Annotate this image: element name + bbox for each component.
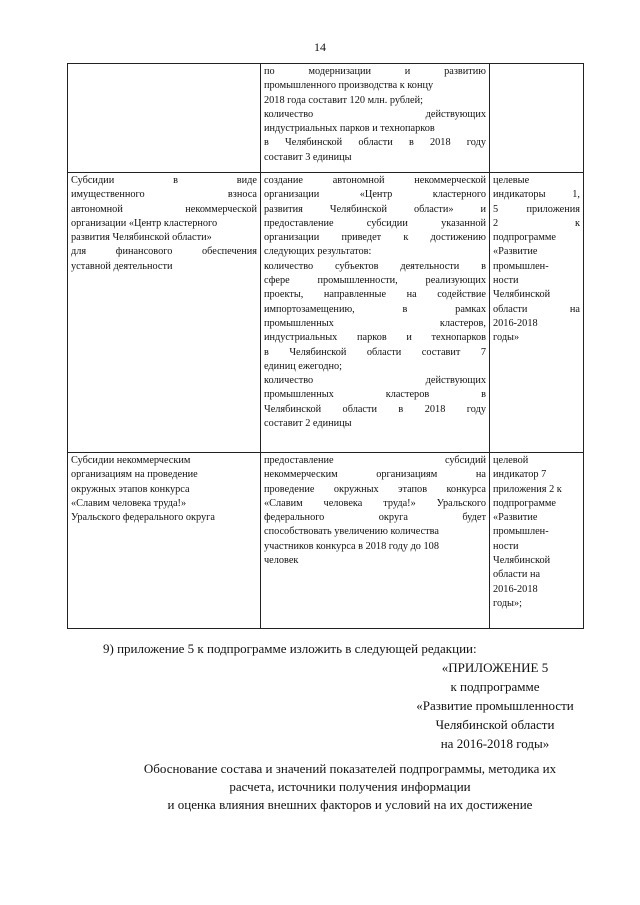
table-row [68, 64, 584, 173]
cell-line: промышленных кластеров, [264, 317, 486, 329]
appendix-line: «Развитие промышленности [416, 698, 574, 713]
cell-line: целевые [493, 175, 530, 186]
measure-cell [68, 453, 261, 629]
cell-line: промышленного производства к концу [264, 80, 434, 92]
cell-line: индустриальных парков и технопарков [264, 123, 435, 135]
cell-line: количество действующих [264, 375, 486, 387]
appendix-line: Челябинской области [435, 717, 555, 732]
indicator-cell [490, 173, 584, 453]
cell-line: единиц ежегодно; [264, 360, 342, 372]
cell-line: по модернизации и развитию [264, 66, 486, 77]
table-cell [68, 64, 261, 173]
cell-line: развития Челябинской области» и [264, 203, 486, 215]
cell-line: индикаторы 1, [493, 189, 580, 201]
cell-line: подпрограмме [493, 232, 556, 244]
cell-line: «Славим человека труда!» [71, 497, 187, 509]
cell-line: Челябинской [493, 289, 551, 301]
heading-line: расчета, источники получения информации [229, 779, 471, 794]
cell-line: проекты, направленные на содействие [264, 289, 486, 301]
cell-line: ности [493, 540, 519, 552]
cell-line: Субсидии некоммерческим [71, 455, 191, 466]
cell-line: организации «Центр кластерного [264, 189, 486, 201]
cell-line: автономной некоммерческой [71, 203, 257, 215]
page-number: 14 [314, 40, 326, 54]
cell-line: окружных этапов конкурса [71, 483, 190, 495]
result-description-cell [261, 64, 490, 173]
cell-line: «Славим человека труда!» Уральского [264, 497, 486, 509]
cell-line: 2018 года составит 120 млн. рублей; [264, 94, 423, 106]
cell-line: участников конкурса в 2018 году до 108 [264, 540, 439, 552]
cell-line: области на [493, 569, 541, 581]
cell-line: Субсидии в виде [71, 175, 257, 186]
table-cell [490, 64, 584, 173]
cell-line: следующих результатов: [264, 246, 372, 258]
appendix-header [370, 658, 620, 753]
cell-line: промышленных кластеров в [264, 389, 486, 401]
appendix-line: «ПРИЛОЖЕНИЕ 5 [441, 660, 549, 675]
amendment-paragraph: 9) приложение 5 к подпрограмме изложить в следующей редакции: [103, 641, 477, 656]
cell-line: индикатор 7 [493, 469, 547, 481]
cell-line: импортозамещению, в рамках [264, 303, 486, 315]
cell-line: составит 2 единицы [264, 418, 352, 430]
section-heading [80, 760, 620, 814]
appendix-line: на 2016-2018 годы» [440, 736, 550, 751]
cell-line: в Челябинской области составит 7 [264, 346, 486, 358]
cell-line: годы» [493, 332, 520, 344]
cell-line: способствовать увеличению количества [264, 526, 439, 538]
table-row [68, 453, 584, 629]
cell-line: приложения 2 к [493, 483, 562, 495]
cell-line: составит 3 единицы [264, 151, 352, 163]
result-description-cell [261, 173, 490, 453]
measure-cell [68, 173, 261, 453]
cell-line: человек [264, 555, 299, 567]
cell-line: 5 приложения [493, 203, 580, 215]
cell-line: уставной деятельности [71, 260, 173, 272]
cell-line: подпрограмме [493, 497, 556, 509]
cell-line: организациям на проведение [71, 469, 198, 481]
heading-line: и оценка влияния внешних факторов и условий на их достижение [167, 797, 533, 812]
cell-line: сфере промышленности, реализующих [264, 275, 486, 287]
cell-line: 2016-2018 [493, 317, 538, 329]
indicator-cell [490, 453, 584, 629]
table-row [68, 173, 584, 453]
cell-line: промышлен- [493, 526, 549, 538]
cell-line: некоммерческим организациям на [264, 469, 486, 481]
cell-line: промышлен- [493, 260, 549, 272]
cell-line: федерального округа будет [264, 512, 486, 524]
cell-line: в Челябинской области в 2018 году [264, 137, 486, 149]
cell-line: организации «Центр кластерного [71, 217, 218, 229]
appendix-line: к подпрограмме [450, 679, 540, 694]
cell-line: целевой [493, 455, 529, 466]
cell-line: имущественного взноса [71, 189, 257, 201]
result-description-cell [261, 453, 490, 629]
cell-line: области на [493, 303, 580, 315]
cell-line: годы»; [493, 597, 522, 609]
cell-line: 2016-2018 [493, 583, 538, 595]
cell-line: количество действующих [264, 108, 486, 120]
cell-line: предоставление субсидии указанной [264, 217, 486, 229]
cell-line: «Развитие [493, 246, 538, 258]
cell-line: для финансового обеспечения [71, 246, 257, 258]
cell-line: предоставление субсидий [264, 455, 486, 466]
cell-line: 2 к [493, 217, 580, 229]
measures-table [67, 63, 584, 629]
cell-line: ности [493, 275, 519, 287]
cell-line: «Развитие [493, 512, 538, 524]
cell-line: Челябинской [493, 555, 551, 567]
heading-line: Обоснование состава и значений показателей подпрограммы, методика их [143, 761, 557, 776]
cell-line: развития Челябинской области» [71, 232, 212, 244]
cell-line: проведение окружных этапов конкурса [264, 483, 486, 495]
cell-line: индустриальных парков и технопарков [264, 332, 486, 344]
cell-line: организации приведет к достижению [264, 232, 486, 244]
cell-line: Уральского федерального округа [71, 512, 215, 524]
cell-line: создание автономной некоммерческой [264, 175, 486, 186]
cell-line: Челябинской области в 2018 году [264, 403, 486, 415]
cell-line: количество субъектов деятельности в [264, 260, 486, 272]
